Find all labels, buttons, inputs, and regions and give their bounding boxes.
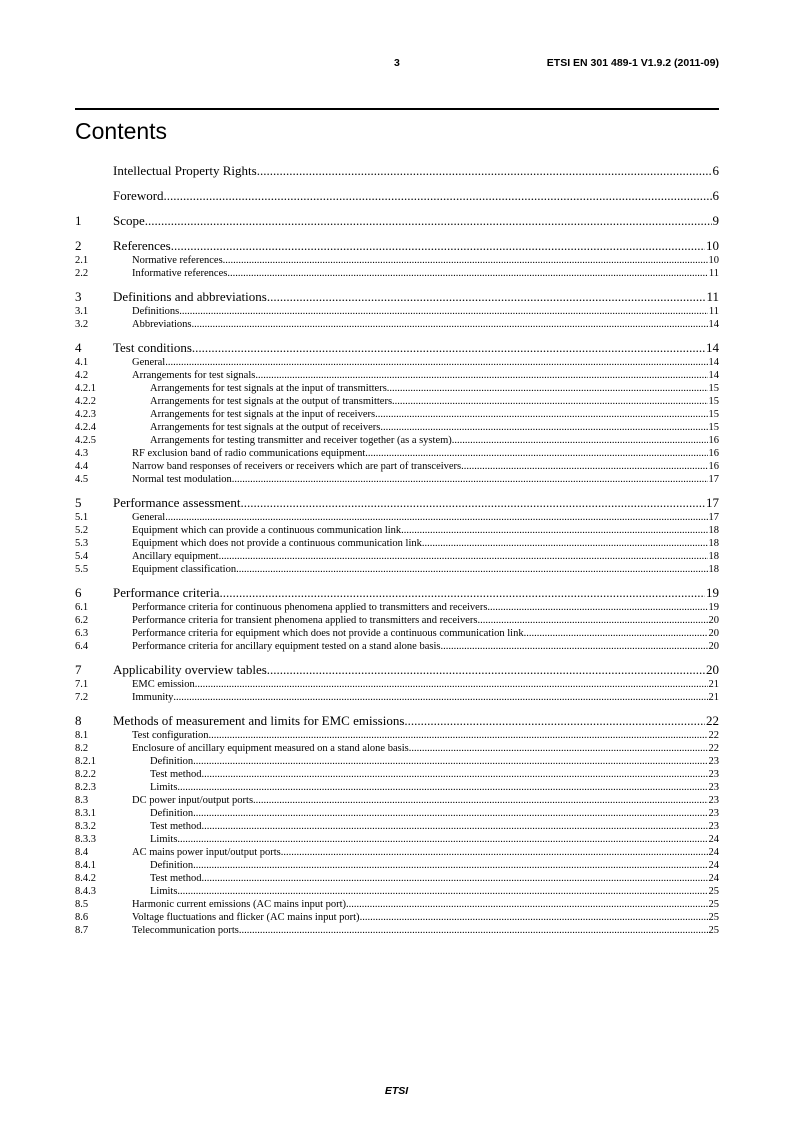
toc-dot-leader — [193, 807, 707, 820]
toc-dot-leader — [165, 356, 707, 369]
toc-entry-number: 8.4.2 — [75, 873, 96, 884]
toc-entry-number: 5 — [75, 495, 82, 510]
toc-dot-leader — [267, 288, 706, 305]
toc-entry-page: 17 — [706, 495, 719, 510]
toc-entry-label: Harmonic current emissions (AC mains input port) — [132, 899, 347, 910]
toc-entry-label: Enclosure of ancillary equipment measured on a stand alone basis — [132, 743, 409, 754]
toc-entry[interactable] — [75, 187, 719, 204]
toc-entry-page: 14 — [708, 357, 719, 368]
toc-entry-number: 4.2.2 — [75, 396, 96, 407]
toc-entry-page: 23 — [708, 795, 719, 806]
toc-dot-leader — [223, 254, 708, 267]
toc-entry-number: 8.1 — [75, 730, 89, 741]
toc-dot-leader — [173, 691, 707, 704]
toc-entry-label: Informative references — [132, 268, 228, 279]
toc-entry-label: Immunity — [132, 692, 174, 703]
toc-entry-page: 21 — [708, 692, 719, 703]
toc-entry-page: 22 — [708, 730, 719, 741]
toc-entry-number: 8.3.2 — [75, 821, 96, 832]
toc-dot-leader — [201, 768, 707, 781]
toc-entry-page: 14 — [708, 370, 719, 381]
toc-entry[interactable] — [75, 833, 719, 846]
toc-entry-page: 16 — [708, 435, 719, 446]
toc-entry-label: Ancillary equipment — [132, 551, 219, 562]
toc-entry-label: Voltage fluctuations and flicker (AC mains input port) — [132, 912, 360, 923]
toc-entry-label: Performance criteria for equipment which does not provide a continuous communication link — [132, 628, 524, 639]
toc-dot-leader — [360, 911, 708, 924]
toc-entry-page: 23 — [708, 769, 719, 780]
toc-entry-page: 10 — [708, 255, 719, 266]
toc-entry-label: Definitions and abbreviations — [113, 289, 267, 304]
toc-entry-page: 25 — [708, 899, 719, 910]
toc-entry-number: 4.3 — [75, 448, 89, 459]
toc-entry[interactable] — [75, 288, 719, 305]
toc-entry-number: 5.3 — [75, 538, 89, 549]
toc-dot-leader — [440, 640, 707, 653]
toc-entry-page: 25 — [708, 925, 719, 936]
toc-dot-leader — [239, 924, 708, 937]
toc-dot-leader — [192, 318, 708, 331]
toc-dot-leader — [375, 408, 707, 421]
toc-entry-label: Narrow band responses of receivers or receivers which are part of transceivers — [132, 461, 462, 472]
toc-entry-label: Definitions — [132, 306, 180, 317]
toc-entry-number: 8.2.3 — [75, 782, 96, 793]
toc-entry-number: 8.3.3 — [75, 834, 96, 845]
toc-entry[interactable] — [75, 820, 719, 833]
toc-entry-label: DC power input/output ports — [132, 795, 254, 806]
toc-entry-number: 4.2.1 — [75, 383, 96, 394]
toc-dot-leader — [201, 872, 707, 885]
toc-entry-page: 23 — [708, 821, 719, 832]
toc-entry-number: 4.2.3 — [75, 409, 96, 420]
toc-dot-leader — [192, 339, 705, 356]
toc-dot-leader — [524, 627, 708, 640]
toc-entry[interactable] — [75, 872, 719, 885]
toc-dot-leader — [422, 537, 708, 550]
toc-entry[interactable] — [75, 473, 719, 486]
toc-entry[interactable] — [75, 846, 719, 859]
toc-entry-label: Applicability overview tables — [113, 662, 267, 677]
toc-entry-page: 20 — [708, 628, 719, 639]
toc-entry-number: 6.1 — [75, 602, 89, 613]
toc-dot-leader — [487, 601, 707, 614]
toc-entry-label: Intellectual Property Rights — [113, 163, 257, 178]
toc-entry[interactable] — [75, 911, 719, 924]
toc-entry-number: 5.4 — [75, 551, 89, 562]
toc-entry-number: 2 — [75, 238, 82, 253]
toc-dot-leader — [165, 511, 707, 524]
toc-entry-page: 15 — [708, 422, 719, 433]
document-id: ETSI EN 301 489-1 V1.9.2 (2011-09) — [546, 57, 719, 69]
toc-entry-number: 3 — [75, 289, 82, 304]
toc-entry-number: 8.6 — [75, 912, 89, 923]
toc-dot-leader — [392, 395, 707, 408]
toc-dot-leader — [404, 712, 705, 729]
toc-entry-number: 7.2 — [75, 692, 89, 703]
toc-dot-leader — [346, 898, 707, 911]
toc-entry-label: Methods of measurement and limits for EMC emissions — [113, 713, 405, 728]
toc-entry[interactable] — [75, 254, 719, 267]
toc-entry-page: 23 — [708, 756, 719, 767]
toc-entry-label: Definition — [150, 756, 194, 767]
page-footer: ETSI — [384, 1085, 409, 1097]
toc-entry-label: Arrangements for test signals at the input of transmitters — [150, 383, 387, 394]
toc-entry-page: 18 — [708, 564, 719, 575]
toc-entry-page: 25 — [708, 912, 719, 923]
toc-entry-number: 4.2.4 — [75, 422, 96, 433]
toc-dot-leader — [201, 820, 707, 833]
toc-entry[interactable] — [75, 794, 719, 807]
toc-entry-page: 19 — [706, 585, 719, 600]
toc-entry-label: Limits — [150, 834, 178, 845]
toc-entry-page: 19 — [708, 602, 719, 613]
toc-entry-number: 4.4 — [75, 461, 89, 472]
toc-entry-label: Abbreviations — [132, 319, 192, 330]
toc-entry-page: 14 — [708, 319, 719, 330]
toc-dot-leader — [177, 781, 707, 794]
toc-dot-leader — [477, 614, 707, 627]
toc-entry-number: 6.4 — [75, 641, 89, 652]
toc-entry-label: Definition — [150, 808, 194, 819]
toc-entry-label: Test conditions — [113, 340, 192, 355]
toc-entry-label: Test method — [150, 873, 202, 884]
toc-entry-label: Equipment classification — [132, 564, 237, 575]
toc-entry-page: 11 — [708, 268, 719, 279]
toc-entry-label: Test method — [150, 769, 202, 780]
toc-entry-number: 8.7 — [75, 925, 89, 936]
toc-dot-leader — [177, 885, 707, 898]
toc-entry[interactable] — [75, 885, 719, 898]
toc-dot-leader — [380, 421, 707, 434]
toc-entry-page: 16 — [708, 448, 719, 459]
header-divider — [75, 108, 719, 110]
toc-entry-page: 6 — [712, 188, 719, 203]
toc-entry-page: 10 — [706, 238, 719, 253]
toc-entry[interactable] — [75, 339, 719, 356]
toc-dot-leader — [227, 267, 708, 280]
toc-entry-label: Performance criteria — [113, 585, 220, 600]
toc-dot-leader — [267, 661, 705, 678]
toc-dot-leader — [365, 447, 707, 460]
toc-entry-number: 8 — [75, 713, 82, 728]
toc-entry-number: 4.5 — [75, 474, 89, 485]
toc-dot-leader — [193, 755, 707, 768]
toc-entry-page: 14 — [706, 340, 719, 355]
toc-entry[interactable] — [75, 369, 719, 382]
toc-entry-page: 18 — [708, 551, 719, 562]
toc-dot-leader — [232, 473, 708, 486]
page-title: Contents — [75, 118, 168, 144]
toc-entry[interactable] — [75, 267, 719, 280]
page-number: 3 — [394, 57, 400, 69]
toc-entry-number: 3.2 — [75, 319, 89, 330]
toc-dot-leader — [164, 187, 712, 204]
toc-entry[interactable] — [75, 781, 719, 794]
toc-entry-page: 22 — [708, 743, 719, 754]
toc-entry[interactable] — [75, 494, 719, 511]
toc-entry-page: 21 — [708, 679, 719, 690]
toc-entry-page: 16 — [708, 461, 719, 472]
toc-entry-number: 8.4.3 — [75, 886, 96, 897]
toc-entry-label: Limits — [150, 782, 178, 793]
toc-entry-number: 8.2.1 — [75, 756, 96, 767]
toc-entry-number: 4.2.5 — [75, 435, 96, 446]
toc-entry-page: 17 — [708, 474, 719, 485]
toc-dot-leader — [253, 794, 707, 807]
toc-entry-label: Scope — [113, 213, 145, 228]
toc-entry-page: 22 — [706, 713, 719, 728]
toc-dot-leader — [387, 382, 708, 395]
toc-dot-leader — [179, 305, 708, 318]
toc-entry[interactable] — [75, 755, 719, 768]
toc-entry-number: 6.2 — [75, 615, 89, 626]
toc-entry-label: Arrangements for test signals — [132, 370, 256, 381]
toc-entry-label: Definition — [150, 860, 194, 871]
page-header — [75, 57, 719, 73]
toc-dot-leader — [236, 563, 707, 576]
toc-entry-label: General — [132, 357, 166, 368]
toc-dot-leader — [177, 833, 707, 846]
toc-entry[interactable] — [75, 421, 719, 434]
toc-dot-leader — [193, 859, 707, 872]
toc-entry-label: AC mains power input/output ports — [132, 847, 281, 858]
toc-entry[interactable] — [75, 460, 719, 473]
toc-dot-leader — [219, 584, 705, 601]
toc-entry-label: Performance criteria for ancillary equipment tested on a stand alone basis — [132, 641, 441, 652]
toc-dot-leader — [401, 524, 707, 537]
toc-entry[interactable] — [75, 859, 719, 872]
toc-entry-number: 8.2 — [75, 743, 89, 754]
toc-entry[interactable] — [75, 524, 719, 537]
toc-entry-page: 23 — [708, 808, 719, 819]
toc-dot-leader — [461, 460, 707, 473]
toc-dot-leader — [219, 550, 708, 563]
toc-entry-number: 5.2 — [75, 525, 89, 536]
toc-entry-label: Arrangements for test signals at the input of receivers — [150, 409, 376, 420]
toc-dot-leader — [145, 212, 712, 229]
toc-dot-leader — [209, 729, 708, 742]
toc-entry-number: 8.5 — [75, 899, 89, 910]
toc-entry-label: Arrangements for test signals at the output of receivers — [150, 422, 381, 433]
toc-entry[interactable] — [75, 691, 719, 704]
toc-entry-label: General — [132, 512, 166, 523]
toc-entry-label: Test method — [150, 821, 202, 832]
toc-entry-page: 17 — [708, 512, 719, 523]
toc-entry[interactable] — [75, 563, 719, 576]
toc-entry-page: 25 — [708, 886, 719, 897]
toc-entry[interactable] — [75, 661, 719, 678]
toc-dot-leader — [255, 369, 707, 382]
toc-entry-number: 4 — [75, 340, 82, 355]
toc-entry-label: Performance criteria for continuous phenomena applied to transmitters and receivers — [132, 602, 488, 613]
toc-entry-number: 1 — [75, 213, 82, 228]
toc-entry[interactable] — [75, 237, 719, 254]
toc-entry-page: 15 — [708, 396, 719, 407]
toc-entry-page: 15 — [708, 409, 719, 420]
toc-entry[interactable] — [75, 712, 719, 729]
toc-dot-leader — [257, 162, 712, 179]
toc-entry-label: Foreword — [113, 188, 164, 203]
toc-dot-leader — [171, 237, 705, 254]
toc-entry-label: RF exclusion band of radio communications equipment — [132, 448, 366, 459]
toc-entry-number: 5.5 — [75, 564, 89, 575]
toc-entry-label: Arrangements for test signals at the output of transmitters — [150, 396, 393, 407]
toc-entry-label: Arrangements for testing transmitter and receiver together (as a system) — [150, 435, 452, 446]
toc-entry-number: 8.3.1 — [75, 808, 96, 819]
toc-entry-label: Normative references — [132, 255, 223, 266]
toc-entry-page: 11 — [708, 306, 719, 317]
toc-dot-leader — [240, 494, 705, 511]
toc-entry-page: 9 — [712, 213, 719, 228]
toc-entry-label: Performance criteria for transient phenomena applied to transmitters and receivers — [132, 615, 478, 626]
toc-entry[interactable] — [75, 742, 719, 755]
toc-entry-page: 15 — [708, 383, 719, 394]
toc-entry[interactable] — [75, 807, 719, 820]
toc-entry-number: 8.4 — [75, 847, 89, 858]
toc-entry[interactable] — [75, 537, 719, 550]
toc-dot-leader — [409, 742, 708, 755]
toc-entry-label: Limits — [150, 886, 178, 897]
toc-entry-page: 20 — [708, 615, 719, 626]
toc-entry-number: 7 — [75, 662, 82, 677]
toc-entry-label: Test configuration — [132, 730, 209, 741]
toc-entry-number: 5.1 — [75, 512, 89, 523]
toc-entry[interactable] — [75, 382, 719, 395]
toc-entry-number: 7.1 — [75, 679, 89, 690]
toc-entry-page: 20 — [706, 662, 719, 677]
toc-entry-number: 3.1 — [75, 306, 89, 317]
toc-entry[interactable] — [75, 212, 719, 229]
toc-entry[interactable] — [75, 511, 719, 524]
toc-entry-page: 18 — [708, 525, 719, 536]
toc-entry-number: 8.4.1 — [75, 860, 96, 871]
toc-entry-number: 6 — [75, 585, 82, 600]
toc-entry-number: 8.3 — [75, 795, 89, 806]
toc-entry-number: 2.2 — [75, 268, 89, 279]
toc-entry-label: Equipment which can provide a continuous communication link — [132, 525, 402, 536]
toc-entry[interactable] — [75, 614, 719, 627]
toc-entry[interactable] — [75, 434, 719, 447]
toc-entry-page: 24 — [708, 834, 719, 845]
toc-entry-number: 4.1 — [75, 357, 89, 368]
toc-entry-number: 6.3 — [75, 628, 89, 639]
toc-entry-label: Normal test modulation — [132, 474, 232, 485]
toc-entry[interactable] — [75, 924, 719, 937]
toc-entry-label: Equipment which does not provide a continuous communication link — [132, 538, 422, 549]
toc-entry-label: Telecommunication ports — [132, 925, 239, 936]
toc-entry[interactable] — [75, 162, 719, 179]
toc-entry-page: 11 — [706, 289, 719, 304]
toc-entry[interactable] — [75, 356, 719, 369]
toc-entry-number: 4.2 — [75, 370, 89, 381]
toc-entry[interactable] — [75, 678, 719, 691]
toc-entry-page: 23 — [708, 782, 719, 793]
toc-entry-page: 6 — [712, 163, 719, 178]
toc-entry-page: 20 — [708, 641, 719, 652]
toc-entry-page: 24 — [708, 873, 719, 884]
toc-entry[interactable] — [75, 768, 719, 781]
toc-entry[interactable] — [75, 305, 719, 318]
toc-entry[interactable] — [75, 601, 719, 614]
toc-entry-label: Performance assessment — [113, 495, 241, 510]
toc-entry[interactable] — [75, 640, 719, 653]
toc-entry-page: 24 — [708, 860, 719, 871]
toc-dot-leader — [195, 678, 708, 691]
toc-dot-leader — [452, 434, 708, 447]
toc-entry[interactable] — [75, 584, 719, 601]
toc-entry-label: EMC emission — [132, 679, 195, 690]
toc-entry[interactable] — [75, 627, 719, 640]
toc-entry-number: 8.2.2 — [75, 769, 96, 780]
toc-entry-number: 2.1 — [75, 255, 89, 266]
toc-dot-leader — [281, 846, 708, 859]
toc-entry[interactable] — [75, 729, 719, 742]
toc-entry-page: 24 — [708, 847, 719, 858]
toc-entry[interactable] — [75, 550, 719, 563]
toc-entry-label: References — [113, 238, 171, 253]
toc-entry[interactable] — [75, 395, 719, 408]
toc-entry-page: 18 — [708, 538, 719, 549]
toc-entry[interactable] — [75, 447, 719, 460]
toc-entry[interactable] — [75, 408, 719, 421]
toc-entry[interactable] — [75, 898, 719, 911]
toc-entry[interactable] — [75, 318, 719, 331]
